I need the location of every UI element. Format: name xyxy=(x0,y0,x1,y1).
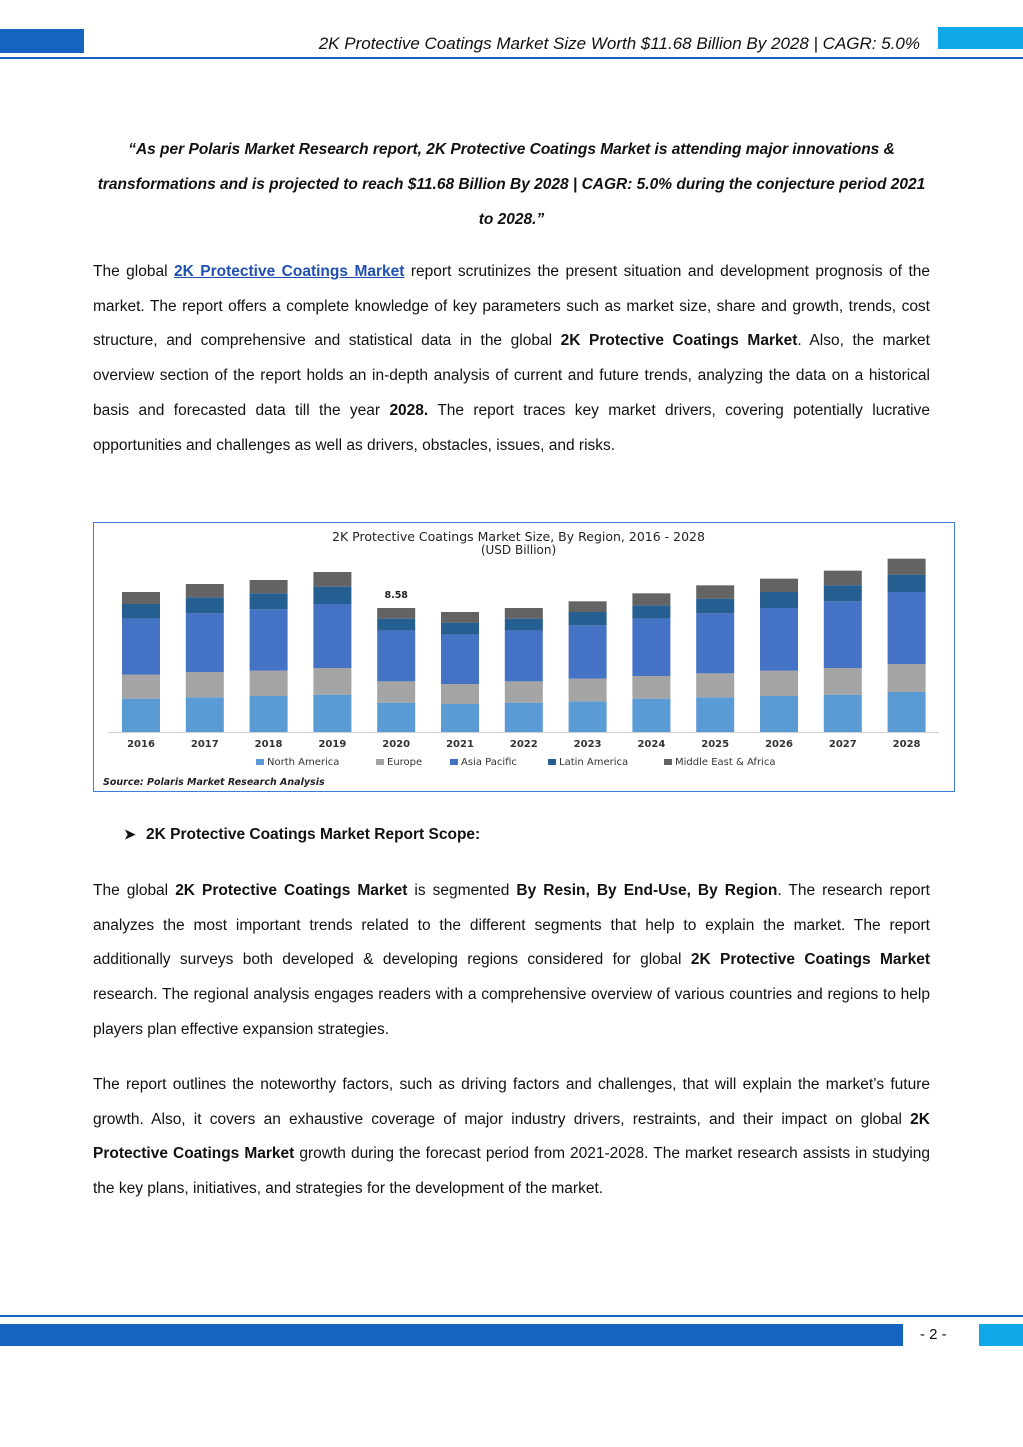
bar-segment-2026-1 xyxy=(760,671,798,696)
market-report-link[interactable]: 2K Protective Coatings Market xyxy=(174,263,405,280)
footer-accent-bar-right xyxy=(979,1324,1023,1346)
bar-segment-2026-4 xyxy=(760,579,798,592)
footer-rule xyxy=(0,1315,1023,1317)
legend-entry: Europe xyxy=(387,757,423,768)
x-tick-label: 2026 xyxy=(765,739,793,750)
arrow-bullet-icon: ➤ xyxy=(124,826,136,842)
bar-segment-2025-1 xyxy=(696,673,734,697)
bar-segment-2023-4 xyxy=(569,601,607,612)
bar-segment-2021-2 xyxy=(441,635,479,684)
bar-segment-2022-3 xyxy=(505,619,543,631)
text-run: The global xyxy=(93,263,174,280)
text-run: The global xyxy=(93,882,176,899)
scope-paragraph xyxy=(93,874,930,1048)
bar-segment-2018-0 xyxy=(250,696,288,732)
legend-swatch xyxy=(664,759,672,765)
intro-quote: “As per Polaris Market Research report, 2K Protective Coatings Market is attending major innovations & transformations and is projected to reach $11.68 Billion By 2028 | CAGR: 5.0% during the conjecture period 2021 to 2028.” xyxy=(97,141,926,228)
x-tick-label: 2021 xyxy=(446,739,474,750)
report-scope-heading-text: 2K Protective Coatings Market Report Scope: xyxy=(146,826,481,843)
bar-segment-2027-1 xyxy=(824,668,862,695)
legend-swatch xyxy=(256,759,264,765)
legend-entry: Asia Pacific xyxy=(461,757,517,768)
bar-segment-2021-4 xyxy=(441,612,479,623)
bold-run: 2K Protective Coatings Market xyxy=(690,951,930,969)
bar-segment-2018-2 xyxy=(250,609,288,670)
bar-segment-2018-1 xyxy=(250,671,288,696)
bar-segment-2021-1 xyxy=(441,684,479,704)
bar-segment-2026-3 xyxy=(760,592,798,608)
bar-segment-2026-2 xyxy=(760,608,798,671)
bar-segment-2025-2 xyxy=(696,613,734,673)
header-accent-bar-left xyxy=(0,29,84,53)
footer-accent-bar-left xyxy=(0,1324,903,1346)
bar-segment-2016-2 xyxy=(122,619,160,675)
intro-paragraph xyxy=(93,255,930,463)
bar-segment-2027-2 xyxy=(824,601,862,668)
bar-segment-2023-0 xyxy=(569,701,607,732)
x-tick-label: 2022 xyxy=(509,739,538,750)
bar-segment-2019-0 xyxy=(313,695,351,732)
market-size-chart xyxy=(93,522,955,792)
bar-segment-2024-3 xyxy=(632,605,670,618)
text-run: report scrutinizes the present situation and development prognosis of the market. The report offers a complete knowledge of key parameters such as market size, share and growth, trends, cost structure, and comprehensive and statistical data in the global xyxy=(93,263,930,350)
bar-segment-2028-2 xyxy=(888,592,926,664)
bar-segment-2017-3 xyxy=(186,597,224,613)
x-tick-label: 2018 xyxy=(254,739,283,750)
bar-segment-2017-4 xyxy=(186,584,224,597)
text-run: The report outlines the noteworthy factors, such as driving factors and challenges, that will explain the market’s future growth. Also, it covers an exhaustive coverage of major industry drivers, restraints, and their impact on global xyxy=(93,1076,930,1128)
x-tick-label: 2019 xyxy=(318,739,347,750)
x-tick-label: 2016 xyxy=(127,739,155,750)
text-run: is segmented xyxy=(407,882,517,899)
legend-swatch xyxy=(548,759,556,765)
bar-segment-2018-3 xyxy=(250,593,288,609)
bar-segment-2019-1 xyxy=(313,668,351,695)
bar-segment-2024-0 xyxy=(632,699,670,732)
bar-segment-2021-0 xyxy=(441,704,479,732)
bar-segment-2023-2 xyxy=(569,625,607,678)
x-tick-label: 2024 xyxy=(637,739,666,750)
x-tick-label: 2027 xyxy=(828,739,857,750)
bar-segment-2017-0 xyxy=(186,697,224,732)
factors-paragraph xyxy=(93,1068,930,1207)
bar-segment-2020-4 xyxy=(377,608,415,619)
legend-swatch xyxy=(450,759,458,765)
bar-segment-2022-0 xyxy=(505,703,543,732)
bar-segment-2017-1 xyxy=(186,672,224,697)
header-title: 2K Protective Coatings Market Size Worth $11.68 Billion By 2028 | CAGR: 5.0% xyxy=(318,34,920,53)
bar-segment-2019-2 xyxy=(313,604,351,668)
x-tick-label: 2017 xyxy=(190,739,219,750)
text-run: growth during the forecast period from 2021-2028. The market research assists in studying the key plans, initiatives, and strategies for the development of the market. xyxy=(93,1145,931,1198)
x-tick-label: 2028 xyxy=(892,739,921,750)
bold-run: 2K Protective Coatings Market xyxy=(560,332,798,350)
chart-source: Source: Polaris Market Research Analysis xyxy=(103,777,325,788)
x-tick-label: 2023 xyxy=(573,739,602,750)
chart-svg xyxy=(94,523,953,790)
bar-segment-2023-1 xyxy=(569,679,607,702)
data-label: 8.58 xyxy=(384,590,408,601)
bar-segment-2022-2 xyxy=(505,631,543,682)
bold-run: 2K Protective Coatings Market xyxy=(175,882,408,899)
bar-segment-2025-0 xyxy=(696,697,734,732)
header-accent-bar-right xyxy=(938,27,1023,49)
bar-segment-2024-4 xyxy=(632,593,670,605)
bar-segment-2019-4 xyxy=(313,572,351,587)
bar-segment-2018-4 xyxy=(250,580,288,593)
report-scope-heading xyxy=(124,826,480,844)
bold-run: By Resin, By End-Use, By Region xyxy=(516,882,778,899)
bar-segment-2028-4 xyxy=(888,559,926,575)
text-run: The report traces key market drivers, covering potentially lucrative opportunities and challenges as well as drivers, obstacles, issues, and risks. xyxy=(93,401,930,454)
bar-segment-2028-3 xyxy=(888,575,926,592)
bar-segment-2016-3 xyxy=(122,604,160,619)
text-run: research. The regional analysis engages readers with a comprehensive overview of various countries and regions to help players plan effective expansion strategies. xyxy=(93,986,930,1038)
bar-segment-2019-3 xyxy=(313,587,351,604)
bar-segment-2016-0 xyxy=(122,699,160,732)
legend-entry: North America xyxy=(267,757,340,768)
legend-entry: Middle East & Africa xyxy=(675,757,776,768)
bar-segment-2024-1 xyxy=(632,676,670,699)
header-rule xyxy=(0,57,1023,59)
bar-segment-2025-4 xyxy=(696,585,734,598)
bar-segment-2016-1 xyxy=(122,675,160,699)
bar-segment-2027-3 xyxy=(824,585,862,601)
bar-segment-2020-0 xyxy=(377,703,415,732)
chart-subtitle: (USD Billion) xyxy=(480,543,557,557)
bar-segment-2020-1 xyxy=(377,681,415,702)
bar-segment-2027-4 xyxy=(824,571,862,586)
bar-segment-2027-0 xyxy=(824,695,862,732)
text-run: . Also, the market overview section of the report holds an in-depth analysis of current and future trends, analyzing the data on a historical basis and forecasted data till the year xyxy=(93,332,930,419)
x-tick-label: 2025 xyxy=(701,739,730,750)
bar-segment-2023-3 xyxy=(569,612,607,625)
bar-segment-2021-3 xyxy=(441,623,479,635)
text-run: . The research report analyzes the most important trends related to the different segments that help to explain the market. The report additionally surveys both developed & developing regions considered for global xyxy=(93,882,930,969)
bar-segment-2022-1 xyxy=(505,681,543,702)
chart-title: 2K Protective Coatings Market Size, By Region, 2016 - 2028 xyxy=(332,529,705,544)
legend-swatch xyxy=(376,759,384,765)
bar-segment-2020-2 xyxy=(377,631,415,682)
page-number: - 2 - xyxy=(920,1326,947,1343)
bold-run: 2K Protective Coatings Market xyxy=(93,1110,930,1163)
x-tick-label: 2020 xyxy=(382,739,411,750)
bar-segment-2016-4 xyxy=(122,592,160,604)
bar-segment-2022-4 xyxy=(505,608,543,619)
bar-segment-2028-1 xyxy=(888,664,926,692)
legend-entry: Latin America xyxy=(559,757,629,768)
bar-segment-2026-0 xyxy=(760,696,798,732)
bar-segment-2020-3 xyxy=(377,619,415,631)
bar-segment-2025-3 xyxy=(696,599,734,614)
bold-run: 2028. xyxy=(389,401,429,419)
bar-segment-2017-2 xyxy=(186,613,224,672)
bar-segment-2024-2 xyxy=(632,619,670,676)
bar-segment-2028-0 xyxy=(888,692,926,732)
